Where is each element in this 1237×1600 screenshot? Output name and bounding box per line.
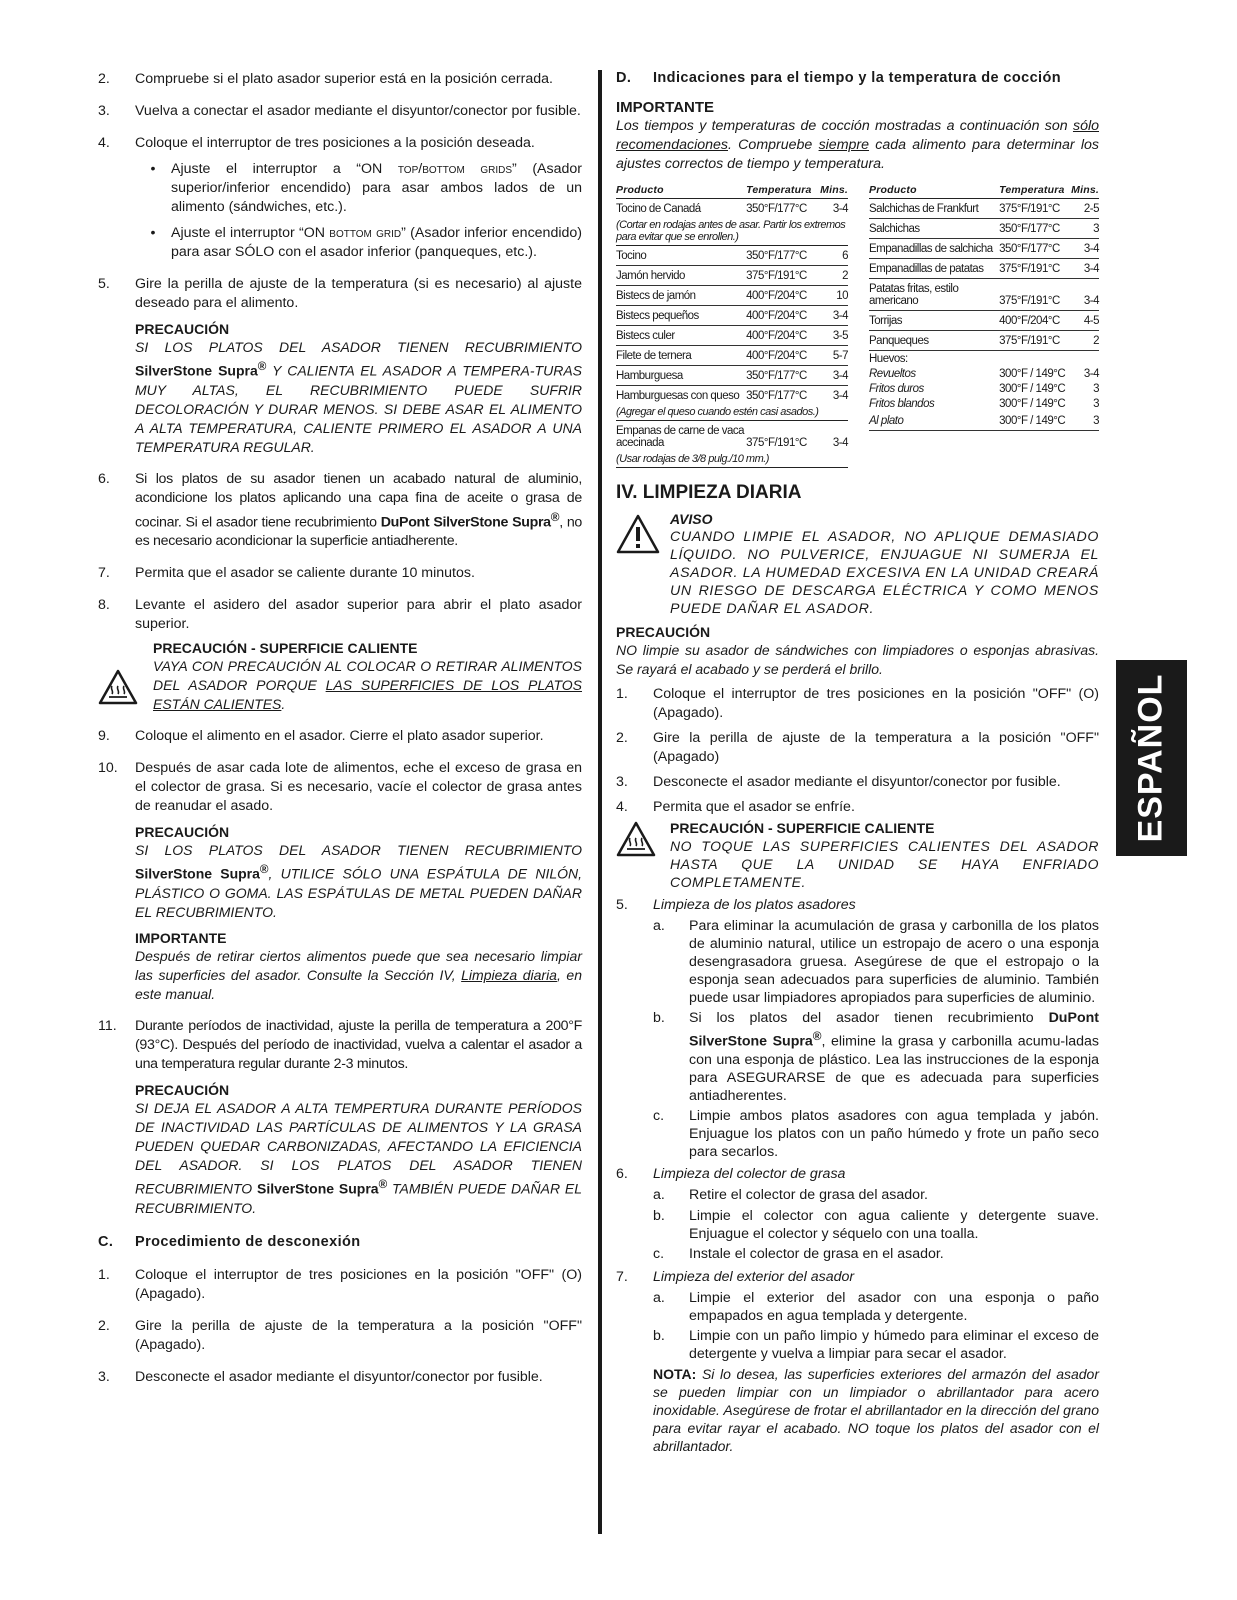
clean-step-5: 5. Limpieza de los platos asadores [616, 897, 856, 913]
table-row [616, 405, 848, 421]
minutes-cell: 3-4 [1071, 259, 1099, 279]
product-cell: Fritos blandos [869, 398, 935, 410]
minutes-cell: 3-4 [832, 437, 848, 449]
right-column [616, 68, 1099, 1455]
product-cell: Hamburguesa [616, 366, 746, 386]
shutdown-step-3: 3. Desconecte el asador mediante el disyuntor/conector por fusible. [98, 1368, 543, 1385]
product-cell: Empanadillas de salchicha [869, 239, 999, 259]
temperature-cell: 400°F/204°C [746, 306, 820, 326]
temperature-cell: 350°F/177°C [999, 219, 1071, 239]
clean-step-5b: b. Si los platos del asador tienen recubrimiento DuPont SilverStone Supra®, elimine la grasa y carbonilla acumu-ladas con una esponja de plástico. Lea las instrucciones de la esponja para ASEGURARSE de que es adecuada para superficies antiadherentes. [653, 1010, 1099, 1104]
product-cell: Empanadillas de patatas [869, 259, 999, 279]
product-cell: Bistecs de jamón [616, 286, 746, 306]
minutes-cell: 2 [1071, 331, 1099, 351]
product-cell: Torrijas [869, 311, 999, 331]
minutes-cell: 3 [1071, 411, 1099, 431]
product-cell: Hamburguesas con queso [616, 390, 740, 402]
shutdown-step-2: 2. Gire la perilla de ajuste de la temperatura a la posición "OFF" (Apagado). [98, 1317, 582, 1353]
minutes-cell: 3 [1093, 383, 1099, 395]
product-cell: Salchichas [869, 219, 999, 239]
step-4: 4. Coloque el interruptor de tres posiciones a la posición deseada. [98, 135, 535, 151]
table-row [616, 286, 848, 306]
clean-step-5c: c. Limpie ambos platos asadores con agua templada y jabón. Enjuague los platos con un paño húmedo y frote un paño seco para secarlos. [653, 1107, 1099, 1160]
left-column [98, 68, 582, 1387]
clean-step-1: 1. Coloque el interruptor de tres posiciones en la posición "OFF" (O) (Apagado). [616, 686, 1099, 721]
minutes-cell: 3-4 [1071, 279, 1099, 311]
table-row [869, 396, 1099, 411]
cooking-tables [616, 182, 1099, 468]
temperature-cell: 375°F/191°C [999, 331, 1071, 351]
table-row [869, 239, 1099, 259]
step-3: 3. Vuelva a conectar el asador mediante el disyuntor/conector por fusible. [98, 103, 581, 119]
table-row [869, 219, 1099, 239]
shutdown-step-1: 1. Coloque el interruptor de tres posiciones en la posición "OFF" (O) (Apagado). [98, 1266, 582, 1302]
temperature-cell: 375°F/191°C [999, 199, 1071, 219]
table-row [616, 218, 848, 246]
clean-step-7b: b. Limpie con un paño limpio y húmedo para eliminar el exceso de detergente y vuelva a limpiar para secar el asador. [653, 1327, 1099, 1362]
table-row [616, 266, 848, 286]
table-row [616, 421, 848, 453]
temperature-cell [999, 351, 1071, 367]
step-10: 10. Después de asar cada lote de alimentos, eche el exceso de grasa en el colector de grasa. Si es necesario, vacíe el colector de grasa antes de reanudar el asado. [98, 760, 582, 815]
minutes-cell: 2-5 [1071, 199, 1099, 219]
temperature-cell: 300°F / 149°C [999, 383, 1066, 395]
minutes-cell: 4-5 [1071, 311, 1099, 331]
caution-hot-surface: PRECAUCIÓN - SUPERFICIE CALIENTE VAYA CON PRECAUCIÓN AL COLOCAR O RETIRAR ALIMENTOS DEL ASADOR PORQUE LAS SUPERFICIES DE LOS PLATOS ESTÁN CALIENTES. [98, 639, 582, 714]
table-row [869, 381, 1099, 396]
clean-step-4: 4. Permita que el asador se enfríe. [616, 799, 855, 815]
minutes-cell: 3-4 [832, 390, 848, 402]
temperature-cell: 350°F/177°C [999, 239, 1071, 259]
product-cell: Tocino [616, 246, 746, 266]
important-cleaning: IMPORTANTE Después de retirar ciertos alimentos puede que sea necesario limpiar las superficies del asador. Consulte la Sección IV, Limpieza diaria, en este manual. [135, 930, 582, 1003]
minutes-cell: 3-4 [1071, 239, 1099, 259]
table-row [616, 386, 848, 406]
section-d-heading: D. Indicaciones para el tiempo y la temperatura de cocción [616, 70, 1061, 86]
warning-liquid: AVISO CUANDO LIMPIE EL ASADOR, NO APLIQUE DEMASIADO LÍQUIDO. NO PULVERICE, ENJUAGUE NI SUMERJA EL ASADOR. LA HUMEDAD EXCESIVA EN LA UNIDAD CREARÁ UN RIESGO DE DESCARGA ELÉCTRICA Y COMO MENOS PUEDE DAÑAR EL ASADOR. [616, 510, 1099, 618]
product-cell: Al plato [869, 411, 999, 431]
table-row [616, 326, 848, 346]
step-7: 7. Permita que el asador se caliente durante 10 minutos. [98, 565, 475, 582]
section-c-heading: C. Procedimiento de desconexión [98, 1233, 361, 1250]
product-cell: Jamón hervido [616, 266, 746, 286]
clean-step-3: 3. Desconecte el asador mediante el disyuntor/conector por fusible. [616, 774, 1061, 790]
product-cell: Empanas de carne de vaca acecinada [616, 425, 745, 449]
hot-surface-icon-2 [616, 819, 670, 891]
clean-step-7: 7. Limpieza del exterior del asador [616, 1268, 855, 1285]
column-divider [598, 70, 602, 1534]
bullet-top-bottom: • Ajuste el interruptor a “ON top/bottom grids” (Asador superior/inferior encendido) para asar ambos lados de un alimento (sándwiches, etc.). [150, 161, 582, 215]
temperature-cell: 375°F/191°C [746, 437, 807, 449]
bullet-bottom: • Ajuste el interruptor “ON bottom grid” (Asador inferior encendido) para asar SÓLO con el asador inferior (panqueques, etc.). [150, 225, 582, 260]
table-row [869, 279, 1099, 311]
table-row [616, 346, 848, 366]
temperature-cell: 375°F/191°C [746, 266, 820, 286]
minutes-cell: 6 [820, 246, 848, 266]
product-cell: Panqueques [869, 331, 999, 351]
clean-step-6a: a. Retire el colector de grasa del asador. [653, 1186, 928, 1203]
table-row [616, 366, 848, 386]
temperature-cell: 300°F / 149°C [999, 398, 1066, 410]
table-note: (Cortar en rodajas antes de asar. Partir los extremos para evitar que se enrollen.) [616, 218, 848, 246]
temperature-cell: 300°F / 149°C [999, 368, 1066, 380]
caution-coating-heat: PRECAUCIÓN SI LOS PLATOS DEL ASADOR TIENEN RECUBRIMIENTO SilverStone Supra® Y CALIENTA EL ASADOR A TEMPERA-TURAS MUY ALTAS, EL RECUBRIMIENTO PUEDE SUFRIR DECOLORACIÓN Y DURAR MENOS. SI DEBE ASAR EL ALIMENTO A ALTA TEMPERATURA, CALIENTE PRIMERO EL ASADOR A UNA TEMPERATURA REGULAR. [135, 321, 582, 455]
table-note: (Usar rodajas de 3/8 pulg./10 mm.) [616, 452, 848, 468]
note-stainless: NOTA: Si lo desea, las superficies exteriores del armazón del asador se pueden limpiar con un limpiador o abrillantador para acero inoxidable. Asegúrese de frotar el abrillantador en la dirección del grano para evitar rayar el acabado. NO toque los platos del asador con el abrillantador. [653, 1365, 1099, 1454]
caution-idle: PRECAUCIÓN SI DEJA EL ASADOR A ALTA TEMPERTURA DURANTE PERÍODOS DE INACTIVIDAD LAS PARTÍCULAS DE ALIMENTOS Y LA GRASA PUEDEN QUEDAR CARBONIZADAS, AFECTANDO LA EFICIENCIA DEL ASADOR. SI LOS PLATOS DEL ASADOR TIENEN RECUBRIMIENTO SilverStone Supra® TAMBIÉN PUEDE DAÑAR EL RECUBRIMIENTO. [135, 1082, 582, 1216]
product-cell: Fritos duros [869, 383, 924, 395]
table-row [616, 246, 848, 266]
step-11: 11. Durante períodos de inactividad, ajuste la perilla de temperatura a 200°F (93°C). Después del período de inactividad, vuelva a calentar el asador a una temperatura regular durante 2-3 minutos. [98, 1018, 582, 1073]
minutes-cell [1071, 351, 1099, 367]
hot-surface-icon [98, 639, 153, 714]
minutes-cell: 3 [1071, 219, 1099, 239]
product-cell: Tocino de Canadá [616, 203, 701, 215]
minutes-cell: 3 [1093, 398, 1099, 410]
minutes-cell: 3-4 [820, 366, 848, 386]
product-cell: Revueltos [869, 368, 916, 380]
clean-step-6b: b. Limpie el colector con agua caliente y detergente suave. Enjuague el colector y séquelo con una toalla. [653, 1207, 1099, 1242]
temperature-cell: 350°F/177°C [746, 390, 807, 402]
temperature-cell: 375°F/191°C [999, 279, 1071, 311]
table-row [869, 351, 1099, 367]
minutes-cell: 3-4 [1083, 368, 1099, 380]
product-cell: Filete de ternera [616, 346, 746, 366]
product-cell: Salchichas de Frankfurt [869, 199, 999, 219]
step-8: 8. Levante el asidero del asador superior para abrir el plato asador superior. [98, 597, 582, 633]
temperature-cell: 400°F/204°C [999, 311, 1071, 331]
minutes-cell: 3-4 [832, 203, 848, 215]
minutes-cell: 10 [820, 286, 848, 306]
clean-step-6c: c. Instale el colector de grasa en el asador. [653, 1245, 944, 1262]
table-note: (Agregar el queso cuando estén casi asados.) [616, 405, 848, 421]
step-9: 9. Coloque el alimento en el asador. Cierre el plato asador superior. [98, 728, 544, 745]
temperature-cell: 300°F / 149°C [999, 411, 1071, 431]
language-tab: ESPAÑOL [1116, 660, 1187, 856]
clean-step-2: 2. Gire la perilla de ajuste de la temperatura a la posición "OFF" (Apagado) [616, 730, 1099, 765]
temperature-cell: 400°F/204°C [746, 286, 820, 306]
product-cell: Bistecs pequeños [616, 306, 746, 326]
caution-spatula: PRECAUCIÓN SI LOS PLATOS DEL ASADOR TIENEN RECUBRIMIENTO SilverStone Supra®, UTILICE SÓLO UNA ESPÁTULA DE NILÓN, PLÁSTICO O GOMA. LAS ESPÁTULAS DE METAL PUEDEN DAÑAR EL RECUBRIMIENTO. [135, 824, 583, 921]
minutes-cell: 5-7 [820, 346, 848, 366]
table-row [616, 306, 848, 326]
table-row [616, 199, 848, 219]
cooking-table-1: Producto Temperatura Mins. Tocino de Canadá 350°F/177°C 3-4 (Cortar en rodajas antes de asar. Partir los extremos para evitar que se enrollen.) Tocino 350°F/177°C 6 Jamón hervido 375°F/191°C 2 Bistecs de jamón 400°F/204°C 10 Bistecs pequeños 400°F/204°C 3-4 Bistecs culer 400°F/204°C 3-5 Filete de ternera 400°F/204°C 5-7 Hamburguesa 350°F/177°C 3-4 Hamburguesas con queso 350°F/177°C 3-4 (Agregar el queso cuando estén casi asados.) Empanas de carne de vaca acecinada 375°F/191°C 3-4 (Usar rodajas de 3/8 pulg./10 mm.) [616, 182, 848, 468]
temperature-cell: 350°F/177°C [746, 366, 820, 386]
clean-step-5a: a. Para eliminar la acumulación de grasa y carbonilla de los platos de aluminio natural, utilice un estropajo de acero o una esponja desengrasadora gruesa. Asegúrese de que el estropajo o la esponja sean adecuados para superficies de aluminio. También puede usar limpiadores apropiados para superficies de aluminio. [653, 918, 1099, 1006]
table-row [616, 452, 848, 468]
step-5: 5. Gire la perilla de ajuste de la temperatura (si es necesario) al ajuste deseado para el alimento. [98, 276, 582, 311]
section-iv-heading: IV. LIMPIEZA DIARIA [616, 482, 802, 503]
temperature-cell: 400°F/204°C [746, 326, 820, 346]
minutes-cell: 2 [820, 266, 848, 286]
table-row [869, 259, 1099, 279]
table-row [869, 331, 1099, 351]
temperature-cell: 400°F/204°C [746, 346, 820, 366]
product-cell: Bistecs culer [616, 326, 746, 346]
table-row [869, 366, 1099, 381]
table-row [869, 311, 1099, 331]
minutes-cell: 3-4 [820, 306, 848, 326]
step-2: 2. Compruebe si el plato asador superior está en la posición cerrada. [98, 71, 553, 87]
product-cell: Huevos: [869, 353, 908, 365]
warning-triangle-icon [616, 510, 670, 618]
temperature-cell: 350°F/177°C [746, 246, 820, 266]
clean-step-6: 6. Limpieza del colector de grasa [616, 1165, 846, 1182]
table-row [869, 199, 1099, 219]
caution-abrasives: PRECAUCIÓN NO limpie su asador de sándwiches con limpiadores o esponjas abrasivas. Se rayará el acabado y se perderá el brillo. [616, 624, 1099, 677]
important-recommendations: IMPORTANTE Los tiempos y temperaturas de cocción mostradas a continuación son sólo recomendaciones. Compruebe siempre cada alimento para determinar los ajustes correctos de tiempo y temperatura. [616, 99, 1099, 172]
minutes-cell: 3-5 [820, 326, 848, 346]
temperature-cell: 350°F/177°C [746, 203, 807, 215]
table-row [869, 411, 1099, 431]
product-cell: Patatas fritas, estilo americano [869, 279, 999, 311]
cooking-table-2: Producto Temperatura Mins. Salchichas de Frankfurt 375°F/191°C 2-5 Salchichas 350°F/177°C 3 Empanadillas de salchicha 350°F/177°C 3-4 Empanadillas de patatas 375°F/191°C 3-4 Patatas fritas, estilo americano 375°F/191°C 3-4 Torrijas 400°F/204°C 4-5 Panqueques 375°F/191°C 2 Huevos: Revueltos 300°F / 149°C 3-4 Fritos duros 300°F / 149°C 3 Fritos blandos 300°F / 149°C 3 Al plato 300°F / 149°C 3 [869, 182, 1099, 468]
step-6: 6. Si los platos de su asador tienen un acabado natural de aluminio, acondicione los platos aplicando una capa fina de aceite o grasa de cocinar. Si el asador tiene recubrimiento DuPont SilverStone Supra®, no es necesario acondicionar la superficie antiadherente. [98, 470, 583, 550]
temperature-cell: 375°F/191°C [999, 259, 1071, 279]
caution-hot-surface-cool: PRECAUCIÓN - SUPERFICIE CALIENTE NO TOQUE LAS SUPERFICIES CALIENTES DEL ASADOR HASTA QUE LA UNIDAD SE HAYA ENFRIADO COMPLETAMENTE. [616, 819, 1099, 891]
clean-step-7a: a. Limpie el exterior del asador con una esponja o paño empapados en agua templada y detergente. [653, 1289, 1099, 1324]
